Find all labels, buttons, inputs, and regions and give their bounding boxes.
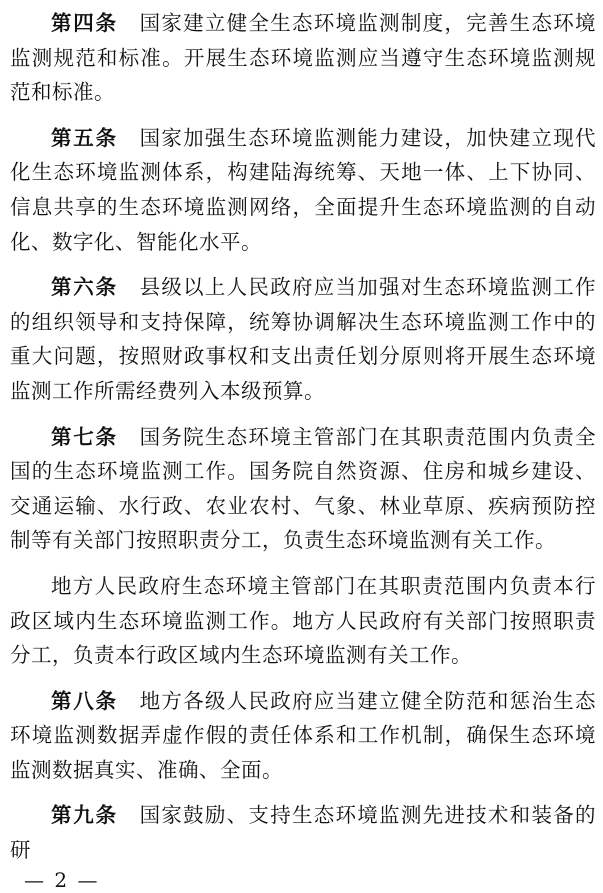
article-text: 国家加强生态环境监测能力建设，加快建立现代化生态环境监测体系，构建陆海统筹、天地一体、上下协同、信息共享的生态环境监测网络，全面提升生态环境监测的自动化、数字化、智能化水平。: [10, 125, 596, 254]
article-label: 第七条: [51, 424, 118, 449]
page-number: — 2 —: [24, 868, 100, 892]
document-body: [10, 6, 596, 868]
article-text: 地方人民政府生态环境主管部门在其职责范围内负责本行政区域内生态环境监测工作。地方人民政府有关部门按照职责分工，负责本行政区域内生态环境监测有关工作。: [10, 573, 596, 668]
article-9-paragraph: [10, 798, 596, 867]
article-label: 第八条: [51, 688, 118, 713]
article-8-paragraph: [10, 684, 596, 788]
article-label: 第六条: [51, 275, 118, 300]
article-label: 第五条: [51, 125, 118, 150]
article-text: 国家鼓励、支持生态环境监测先进技术和装备的研: [10, 803, 596, 863]
article-label: 第九条: [51, 803, 118, 828]
article-text: 地方各级人民政府应当建立健全防范和惩治生态环境监测数据弄虚作假的责任体系和工作机制，确保生态环境监测数据真实、准确、全面。: [10, 688, 596, 782]
article-text: 国家建立健全生态环境监测制度，完善生态环境监测规范和标准。开展生态环境监测应当遵守生态环境监测规范和标准。: [10, 11, 596, 105]
article-label: 第四条: [51, 11, 118, 35]
article-7-second-paragraph: [10, 569, 596, 673]
article-5-paragraph: [10, 121, 596, 259]
article-text: 国务院生态环境主管部门在其职责范围内负责全国的生态环境监测工作。国务院自然资源、住房和城乡建设、交通运输、水行政、农业农村、气象、林业草原、疾病预防控制等有关部门按照职责分工，负责生态环境监测有关工作。: [10, 424, 596, 553]
article-6-paragraph: [10, 270, 596, 408]
article-7-paragraph: [10, 420, 596, 558]
article-text: 县级以上人民政府应当加强对生态环境监测工作的组织领导和支持保障，统筹协调解决生态环境监测工作中的重大问题，按照财政事权和支出责任划分原则将开展生态环境监测工作所需经费列入本级预算。: [10, 275, 596, 403]
article-4-paragraph: [10, 6, 596, 110]
